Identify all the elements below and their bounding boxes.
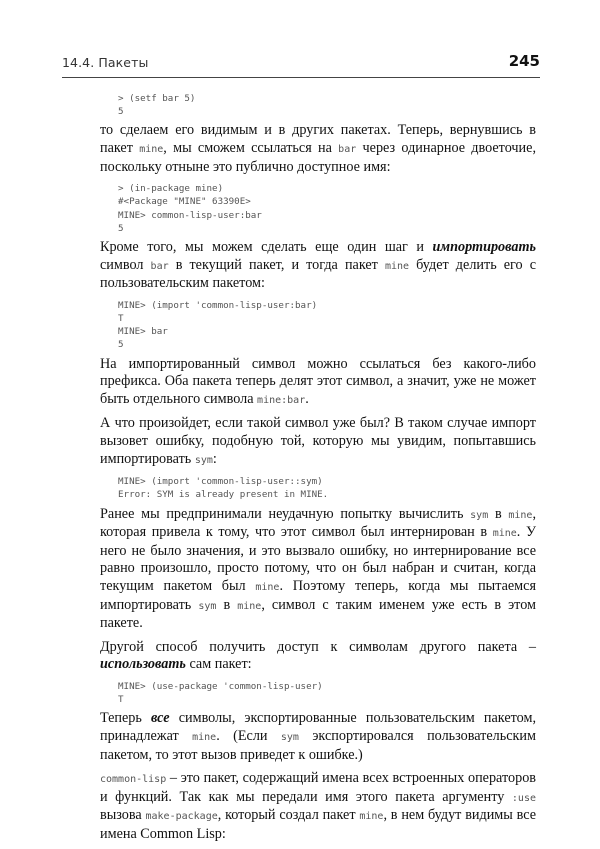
inline-code: bar: [150, 260, 169, 272]
inline-code: bar: [338, 144, 357, 155]
inline-code: mine: [359, 811, 384, 823]
inline-code: sym: [470, 509, 489, 521]
code-line: MINE> (import 'common-lisp-user::sym): [118, 476, 323, 488]
text-run: в текущий пакет, и тогда пакет: [168, 256, 385, 273]
emphasis: импортировать: [432, 239, 536, 255]
code-line: #<Package "MINE" 63390E>: [118, 196, 251, 208]
inline-code: mine: [192, 731, 217, 743]
inline-code: mine: [237, 600, 262, 612]
text-run: . У него не было значения, и это вызвало ошибку, но интернирование все равно произошло, просто потому, что он был набран и считан, когда текущим пакетом был: [100, 524, 536, 594]
paragraph-conflict: [100, 415, 536, 469]
text-run: , в нем будут видимы все имена Common Lisp:: [100, 807, 537, 842]
text-run: – это пакет, содержащий имена всех встроенных операторов и функций. Так как мы передали имя этого пакета аргументу: [100, 770, 536, 805]
text-run: то сделаем его видимым и в других пакетах. Теперь, вернувшись в пакет: [100, 122, 536, 156]
code-line: MINE> (import 'common-lisp-user:bar): [118, 299, 318, 311]
text-run: символы, экспортированные пользовательским пакетом, принадлежат: [100, 710, 536, 744]
code-block-setf: [100, 92, 536, 118]
running-header: [62, 52, 540, 75]
code-line: MINE> common-lisp-user:bar: [118, 209, 262, 221]
code-block-use-package: [100, 680, 536, 706]
inline-code: common-lisp: [100, 774, 167, 786]
paragraph-common-lisp: [100, 770, 536, 843]
text-run: через одинарное двоеточие, поскольку отныне это публично доступное имя:: [100, 140, 536, 175]
paragraph-use-package: [100, 639, 536, 674]
emphasis: использовать: [100, 656, 186, 673]
text-run: Кроме того, мы можем сделать еще один шаг и: [100, 239, 433, 255]
paragraph-interning: [100, 506, 536, 633]
text-run: А что произойдет, если такой символ уже был? В таком случае импорт вызовет ошибку, подобную той, которую мы увидим, попытавшись импортировать: [100, 415, 536, 467]
paragraph-all-symbols: [100, 710, 536, 764]
code-line: MINE> bar: [118, 326, 168, 338]
text-run: , символ с таким именем уже есть в этом пакете.: [100, 596, 536, 632]
text-run: сам пакет:: [185, 656, 252, 673]
code-line: Error: SYM is already present in MINE.: [118, 489, 329, 501]
text-run: , мы сможем ссылаться на: [163, 140, 339, 156]
text-run: На импортированный символ можно ссылаться без какого-либо префикса. Оба пакета теперь делят этот символ, а значит, уже не может быть отдельного символа: [100, 355, 536, 407]
text-run: . (Если: [216, 727, 281, 744]
inline-code: mine: [492, 528, 517, 540]
paragraph-export: [100, 122, 536, 176]
text-run: :: [212, 450, 217, 467]
inline-code: mine: [255, 581, 280, 593]
inline-code: make-package: [145, 811, 218, 823]
text-run: Другой способ получить доступ к символам другого пакета –: [100, 638, 536, 655]
text-run: символ: [100, 256, 151, 273]
inline-code: sym: [194, 454, 213, 466]
code-block-in-package: [100, 182, 536, 235]
code-line: MINE> (use-package 'common-lisp-user): [118, 680, 323, 692]
emphasis: все: [151, 710, 170, 727]
code-block-import-error: [100, 475, 536, 501]
paragraph-import: [100, 239, 536, 293]
code-line: T: [118, 694, 124, 706]
text-run: .: [305, 390, 309, 407]
code-line: 5: [118, 222, 124, 234]
inline-code: mine: [384, 260, 410, 272]
paragraph-imported-symbol: [100, 356, 536, 410]
inline-code: mine: [139, 144, 164, 155]
inline-code: sym: [198, 600, 217, 612]
text-run: будет делить его с пользовательским пакетом:: [100, 256, 536, 292]
inline-code: sym: [280, 731, 299, 743]
header-rule: [62, 77, 540, 78]
text-run: Ранее мы предпринимали неудачную попытку вычислить: [100, 505, 471, 522]
text-run: в: [216, 596, 238, 613]
code-line: T: [118, 312, 124, 324]
text-run: экспортировался пользовательским пакетом, то этот вызов приведет к ошибке.): [100, 727, 536, 763]
page-number: 245: [508, 52, 540, 70]
inline-code: mine: [508, 509, 533, 521]
page-body: [100, 92, 536, 849]
code-line: > (setf bar 5): [118, 93, 196, 104]
code-line: 5: [118, 339, 124, 351]
text-run: вызова: [100, 807, 146, 824]
code-block-import: [100, 299, 536, 352]
text-run: в: [488, 505, 509, 522]
code-line: > (in-package mine): [118, 183, 224, 195]
text-run: Теперь: [100, 710, 152, 727]
text-run: . Поэтому теперь, когда мы пытаемся импортировать: [100, 577, 536, 613]
inline-code: :use: [511, 792, 536, 804]
section-title: 14.4. Пакеты: [62, 55, 149, 70]
code-line: 5: [118, 106, 124, 118]
inline-code: mine:bar: [257, 394, 306, 406]
text-run: , которая привела к тому, что этот символ был интернирован в: [100, 505, 536, 541]
text-run: , который создал пакет: [217, 807, 360, 824]
